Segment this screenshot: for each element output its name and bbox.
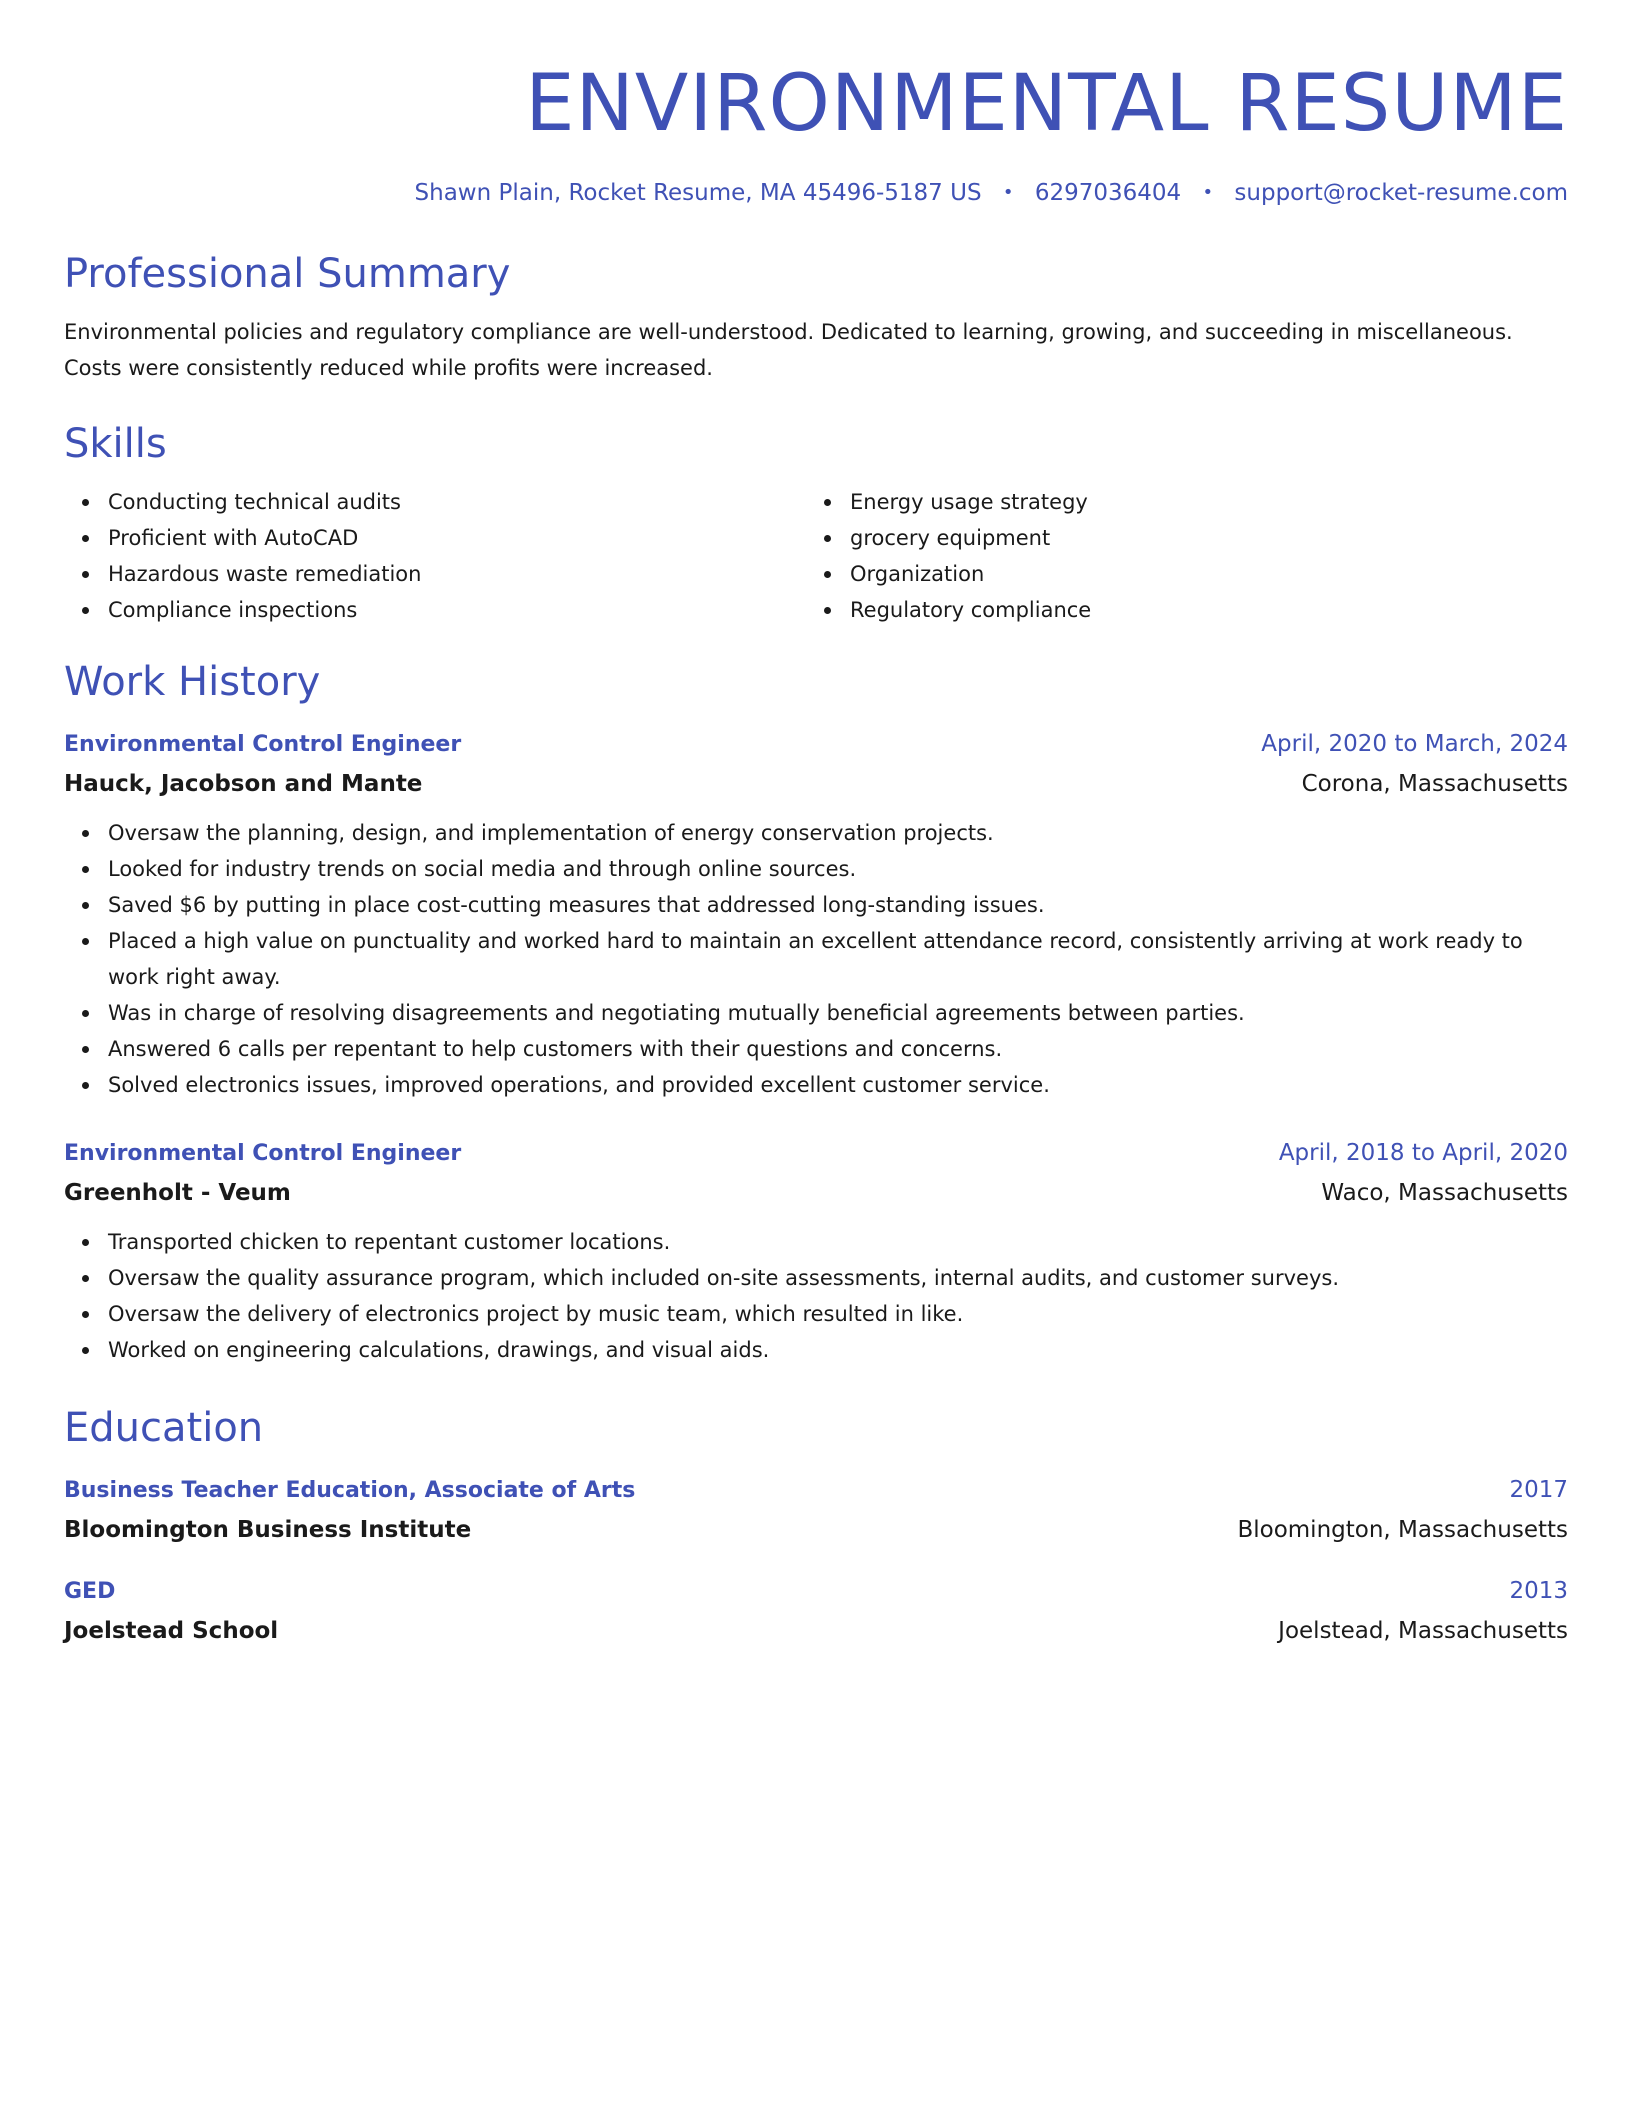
job-entry: [64, 728, 1568, 1103]
job-entry: [64, 1137, 1568, 1368]
duty-item: Transported chicken to repentant customer locations.: [108, 1224, 1528, 1260]
duty-item: Answered 6 calls per repentant to help customers with their questions and concerns.: [108, 1031, 1528, 1067]
skill-item: Conducting technical audits: [108, 484, 806, 520]
education-year: 2013: [1509, 1578, 1568, 1604]
education-section: [64, 1402, 1568, 1648]
resume-page: [64, 0, 1568, 1648]
work-history-section: [64, 656, 1568, 1368]
education-header-row: [64, 1474, 1568, 1507]
job-duties: [64, 1224, 1568, 1368]
education-header-row: [64, 1575, 1568, 1608]
education-school: Bloomington Business Institute: [64, 1517, 472, 1543]
skills-list-right: [806, 484, 1548, 628]
job-employer: Hauck, Jacobson and Mante: [64, 771, 423, 797]
contact-line: [64, 178, 1568, 210]
education-location: Bloomington, Massachusetts: [1237, 1517, 1568, 1543]
education-entry: [64, 1575, 1568, 1648]
job-employer: Greenholt - Veum: [64, 1180, 291, 1206]
summary-section: [64, 248, 1568, 386]
skill-item: Regulatory compliance: [850, 592, 1548, 628]
contact-email: support@rocket-resume.com: [1234, 180, 1568, 206]
job-duties: [64, 815, 1568, 1103]
job-role: Environmental Control Engineer: [64, 732, 462, 757]
skills-section: [64, 418, 1568, 628]
skill-item: Energy usage strategy: [850, 484, 1548, 520]
job-header-row: [64, 1137, 1568, 1170]
duty-item: Looked for industry trends on social media and through online sources.: [108, 851, 1528, 887]
job-dates: April, 2018 to April, 2020: [1278, 1140, 1568, 1166]
job-header-row: [64, 728, 1568, 761]
work-history-heading: Work History: [64, 659, 321, 705]
education-heading: Education: [64, 1405, 264, 1451]
education-school-row: [64, 1507, 1568, 1547]
contact-phone: 6297036404: [1034, 180, 1182, 206]
summary-heading: Professional Summary: [64, 251, 511, 297]
skill-item: Proficient with AutoCAD: [108, 520, 806, 556]
education-year: 2017: [1509, 1477, 1568, 1503]
skills-columns: [64, 484, 1568, 628]
duty-item: Saved $6 by putting in place cost-cutting measures that addressed long-standing issues.: [108, 887, 1528, 923]
resume-header: [64, 56, 1568, 210]
duty-item: Placed a high value on punctuality and worked hard to maintain an excellent attendance record, consistently arriving at work ready to work right away.: [108, 923, 1528, 995]
duty-item: Worked on engineering calculations, drawings, and visual aids.: [108, 1332, 1528, 1368]
skill-item: Compliance inspections: [108, 592, 806, 628]
job-location: Corona, Massachusetts: [1301, 771, 1568, 797]
education-entry: [64, 1474, 1568, 1547]
duty-item: Oversaw the quality assurance program, which included on-site assessments, internal audits, and customer surveys.: [108, 1260, 1528, 1296]
duty-item: Solved electronics issues, improved operations, and provided excellent customer service.: [108, 1067, 1528, 1103]
duty-item: Oversaw the delivery of electronics project by music team, which resulted in like.: [108, 1296, 1528, 1332]
education-school-row: [64, 1608, 1568, 1648]
contact-address: Shawn Plain, Rocket Resume, MA 45496-5187 US: [414, 180, 982, 206]
contact-separator: •: [1002, 182, 1014, 203]
summary-text: Environmental policies and regulatory compliance are well-understood. Dedicated to learning, growing, and succeeding in miscellaneous. Costs were consistently reduced while profits were increased.: [64, 320, 1513, 380]
education-degree: Business Teacher Education, Associate of Arts: [64, 1478, 636, 1503]
skill-item: Organization: [850, 556, 1548, 592]
duty-item: Oversaw the planning, design, and implementation of energy conservation projects.: [108, 815, 1528, 851]
skills-heading: Skills: [64, 421, 167, 467]
job-employer-row: [64, 761, 1568, 801]
skill-item: grocery equipment: [850, 520, 1548, 556]
job-employer-row: [64, 1170, 1568, 1210]
education-degree: GED: [64, 1579, 116, 1604]
contact-separator: •: [1202, 182, 1214, 203]
skill-item: Hazardous waste remediation: [108, 556, 806, 592]
resume-title: ENVIRONMENTAL RESUME: [525, 59, 1568, 149]
education-location: Joelstead, Massachusetts: [1278, 1618, 1568, 1644]
skills-list-left: [64, 484, 806, 628]
education-school: Joelstead School: [64, 1618, 279, 1644]
job-role: Environmental Control Engineer: [64, 1141, 462, 1166]
job-location: Waco, Massachusetts: [1321, 1180, 1568, 1206]
duty-item: Was in charge of resolving disagreements and negotiating mutually beneficial agreements between parties.: [108, 995, 1528, 1031]
job-dates: April, 2020 to March, 2024: [1261, 731, 1568, 757]
